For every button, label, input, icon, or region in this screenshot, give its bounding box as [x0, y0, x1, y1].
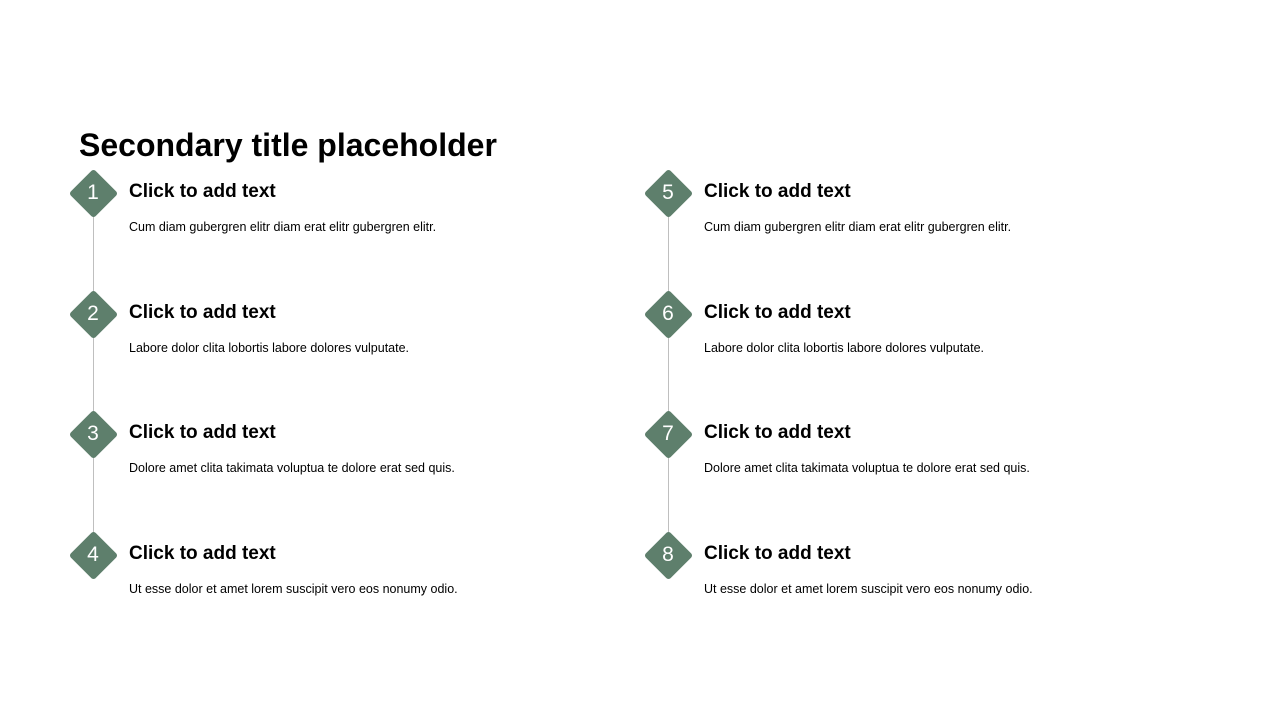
step-heading[interactable]: Click to add text: [704, 422, 851, 443]
step-description[interactable]: Labore dolor clita lobortis labore dolores vulputate.: [704, 341, 985, 355]
step-marker: [68, 289, 118, 339]
step-number: 5: [662, 181, 674, 204]
step-item-8: [643, 530, 1203, 600]
step-description[interactable]: Dolore amet clita takimata voluptua te dolore erat sed quis.: [704, 461, 1030, 475]
step-item-2: [68, 289, 628, 359]
step-number: 2: [87, 302, 99, 325]
step-number: 4: [87, 543, 99, 566]
step-marker: [643, 289, 693, 339]
step-number: 6: [662, 302, 674, 325]
step-description[interactable]: Cum diam gubergren elitr diam erat elitr gubergren elitr.: [704, 220, 1012, 234]
step-heading[interactable]: Click to add text: [704, 543, 851, 564]
step-number: 8: [662, 543, 674, 566]
step-number: 1: [87, 181, 99, 204]
step-description[interactable]: Dolore amet clita takimata voluptua te dolore erat sed quis.: [129, 461, 455, 475]
step-number: 7: [662, 422, 674, 445]
step-heading[interactable]: Click to add text: [704, 181, 851, 202]
step-item-3: [68, 409, 628, 479]
step-marker: [68, 409, 118, 459]
step-heading[interactable]: Click to add text: [129, 181, 276, 202]
step-item-4: [68, 530, 628, 600]
step-heading[interactable]: Click to add text: [704, 302, 851, 323]
step-item-5: [643, 168, 1203, 238]
step-heading[interactable]: Click to add text: [129, 302, 276, 323]
step-heading[interactable]: Click to add text: [129, 422, 276, 443]
step-item-1: [68, 168, 628, 238]
timeline-connector: [668, 193, 669, 555]
step-marker: [643, 530, 693, 580]
slide-title: Secondary title placeholder: [79, 127, 497, 163]
step-marker: [643, 168, 693, 218]
step-description[interactable]: Ut esse dolor et amet lorem suscipit vero eos nonumy odio.: [704, 582, 1033, 596]
step-description[interactable]: Labore dolor clita lobortis labore dolores vulputate.: [129, 341, 410, 355]
step-marker: [68, 530, 118, 580]
step-description[interactable]: Ut esse dolor et amet lorem suscipit vero eos nonumy odio.: [129, 582, 458, 596]
steps-column-right: [643, 168, 1203, 596]
step-marker: [68, 168, 118, 218]
step-heading[interactable]: Click to add text: [129, 543, 276, 564]
timeline-connector: [93, 193, 94, 555]
step-item-7: [643, 409, 1203, 479]
step-item-6: [643, 289, 1203, 359]
step-number: 3: [87, 422, 99, 445]
step-description[interactable]: Cum diam gubergren elitr diam erat elitr gubergren elitr.: [129, 220, 437, 234]
steps-column-left: [68, 168, 628, 596]
step-marker: [643, 409, 693, 459]
